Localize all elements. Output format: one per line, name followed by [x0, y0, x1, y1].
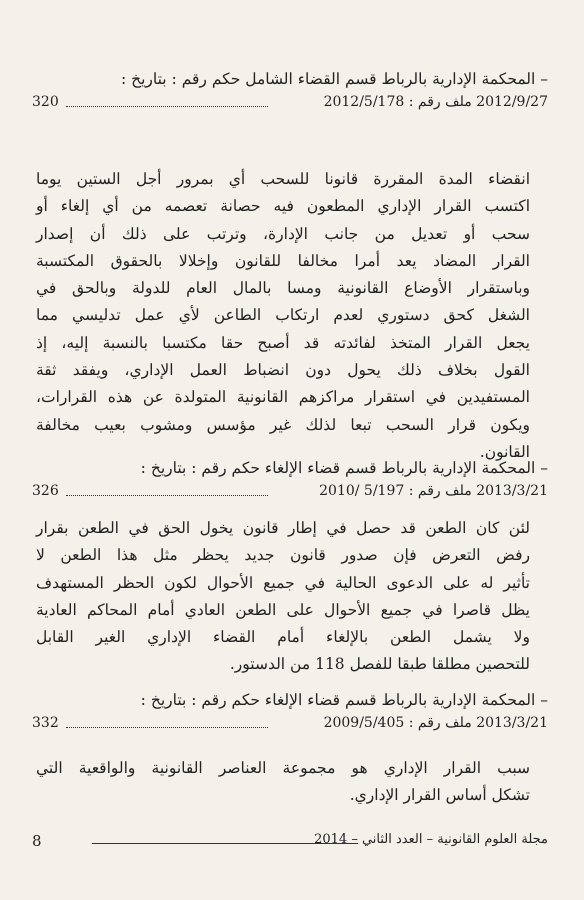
case-reference-line [32, 92, 548, 116]
text-line: القانون. [479, 442, 530, 461]
text-line: القول بخلاف ذلك يحول دون انضباط العمل الإداري، ويفقد ثقة [36, 361, 530, 380]
file-label: ملف رقم : [408, 483, 472, 499]
text-line: انقضاء المدة المقررة قانونا للسحب أي بمرور أجل الستين يوما [36, 170, 530, 188]
case-entry-3 [32, 687, 548, 737]
text-line: يظل قاصرا في جميع الأحوال على الطعن العادي أمام المحاكم العادية [36, 600, 530, 619]
text-line: المستفيدين في استقرار مراكزهم القانونية المتولدة عن هذه القرارات، [36, 388, 530, 407]
case-reference [324, 715, 548, 731]
dotted-leader [66, 106, 268, 107]
dotted-leader [66, 727, 268, 728]
case-heading: – المحكمة الإدارية بالرباط قسم قضاء الإلغاء حكم رقم : بتاريخ : [140, 459, 548, 477]
case-reference-line [32, 481, 548, 505]
text-line: سبب القرار الإداري هو مجموعة العناصر القانونية والواقعية التي [36, 759, 530, 777]
dotted-leader [66, 495, 268, 496]
case-heading: – المحكمة الإدارية بالرباط قسم القضاء الشامل حكم رقم : بتاريخ : [120, 70, 548, 88]
text-line: تأثير له على الدعوى الحالية في جميع الأحوال لكون الحظر المستهدف [36, 573, 530, 592]
file-label: ملف رقم : [408, 715, 472, 731]
case-page-number: 326 [32, 483, 59, 499]
case-reference [324, 94, 548, 110]
case-page-number: 332 [32, 715, 59, 731]
paragraph-1 [36, 166, 530, 466]
text-line: رفض التعرض فإن صدور قانون جديد يحظر مثل هذا الطعن لا [36, 546, 530, 565]
case-entry-1 [32, 66, 548, 116]
text-line: وباستقرار الأوضاع القانونية ومسا بالمال العام للدولة وبالحق في [36, 279, 530, 298]
text-line: لئن كان الطعن قد حصل في إطار قانون يخول الحق في الطعن بقرار [36, 519, 530, 537]
case-date: 2012/9/27 [476, 94, 548, 110]
text-line: للتحصين مطلقا طبقا للفصل 118 من الدستور. [229, 655, 530, 674]
text-line: ويكون قرار السحب تبعا لذلك غير مؤسس ومشوب بعيب مخالفة [36, 415, 530, 434]
case-reference-line [32, 713, 548, 737]
case-page-number: 320 [32, 94, 59, 110]
text-line: تشكل أساس القرار الإداري. [349, 786, 530, 805]
case-date: 2013/3/21 [476, 715, 548, 731]
case-date: 2013/3/21 [476, 483, 548, 499]
paragraph-2 [36, 515, 530, 679]
page-footer [32, 832, 548, 856]
file-number: 2012/5/178 [323, 94, 405, 110]
text-line: يجعل القرار المتخذ لفائدته قد أصبح حقا مكتسبا بالنسبة إليه، إذ [36, 333, 530, 352]
footer-page-number: 8 [32, 832, 42, 850]
case-reference [319, 483, 548, 499]
text-line: سحب أو تعديل من جانب الإدارة، وترتب على ذلك أن إصدار [36, 224, 530, 243]
file-label: ملف رقم : [408, 94, 472, 110]
text-line: القرار المضاد يعد أمرا مخالفا للقانون وإخلالا بالحقوق المكتسبة [36, 251, 530, 270]
text-line: ولا يشمل الطعن بالإلغاء أمام القضاء الإداري الغير القابل [36, 628, 530, 647]
file-number: 2010/ 5/197 [319, 483, 405, 499]
journal-title: مجلة العلوم القانونية – العدد الثاني – 2014 [314, 832, 548, 847]
file-number: 2009/5/405 [323, 715, 405, 731]
paragraph-3 [36, 755, 530, 810]
text-line: الشغل كحق دستوري لعدم ارتكاب الطاعن لأي عمل تدليسي مما [36, 306, 530, 325]
text-line: اكتسب القرار الإداري المطعون فيه حصانة تعصمه من أي إلغاء أو [36, 197, 530, 216]
case-entry-2 [32, 455, 548, 505]
case-heading: – المحكمة الإدارية بالرباط قسم قضاء الإلغاء حكم رقم : بتاريخ : [140, 691, 548, 709]
